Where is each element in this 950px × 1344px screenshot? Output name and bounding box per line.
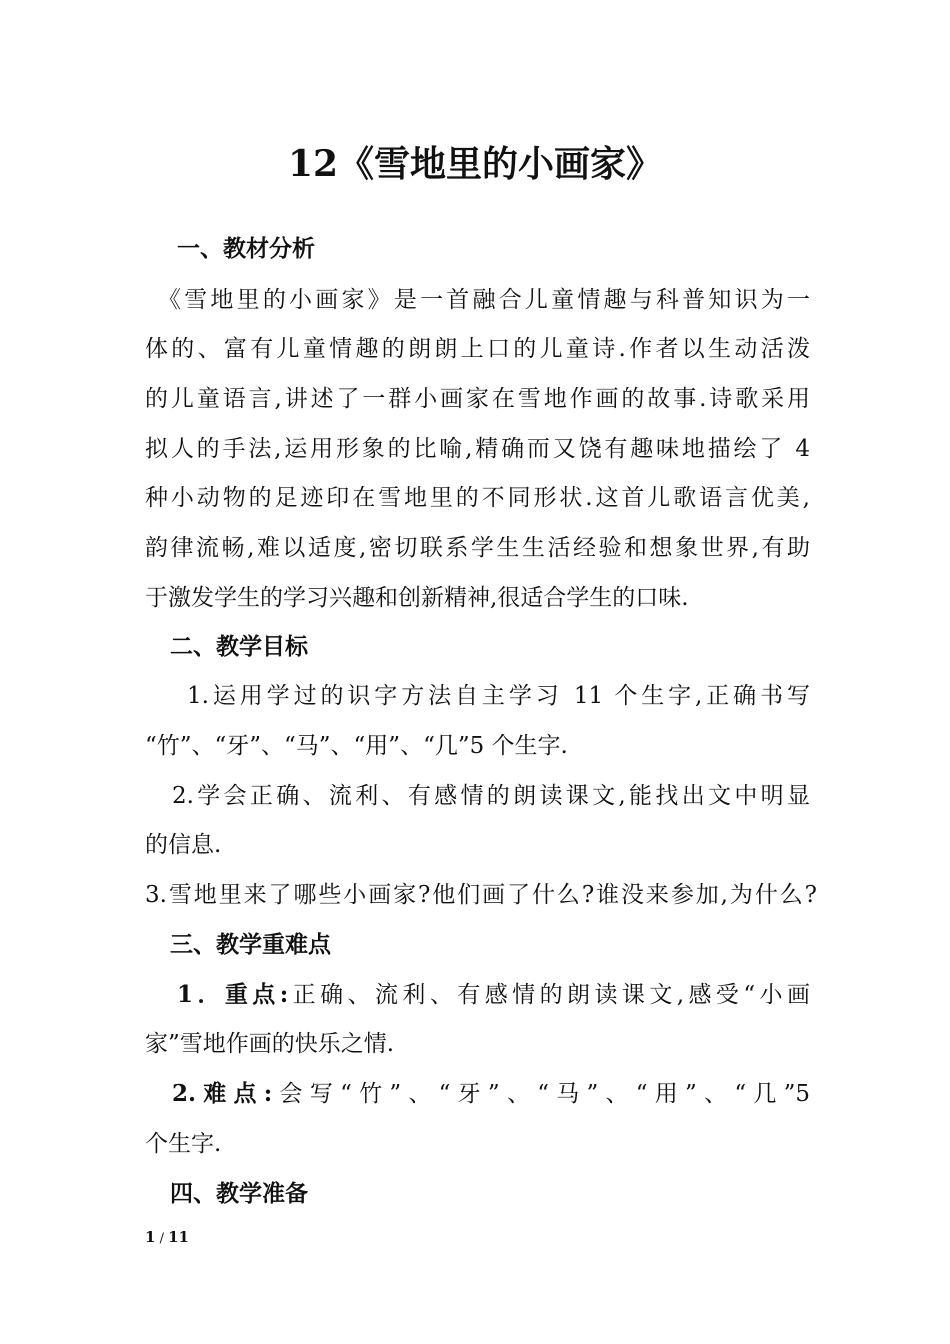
- page-separator: /: [155, 1231, 169, 1246]
- key-point-text: 正确、流利、有感情的朗读课文,感受“小画: [288, 982, 810, 1008]
- difficulty-text: 会写“竹”、“牙”、“马”、“用”、“几”5: [272, 1081, 810, 1107]
- page-total: 11: [168, 1228, 189, 1246]
- paragraph-line: 体的、富有儿童情趣的朗朗上口的儿童诗.作者以生动活泼: [145, 336, 810, 362]
- page-current: 1: [145, 1228, 156, 1246]
- goal-line: “竹”、“牙”、“马”、“用”、“几”5 个生字.: [145, 733, 568, 759]
- paragraph-line: 韵律流畅,难以适度,密切联系学生生活经验和想象世界,有助: [145, 535, 810, 561]
- paragraph-line: 拟人的手法,运用形象的比喻,精确而又饶有趣味地描绘了 4: [145, 436, 810, 462]
- difficulty-label: 2.难点:: [172, 1080, 273, 1107]
- goal-line: 3.雪地里来了哪些小画家?他们画了什么?谁没来参加,为什么?: [145, 882, 817, 908]
- difficulty-line: [172, 1078, 810, 1110]
- section-heading-goals: 二、教学目标: [170, 633, 308, 660]
- paragraph-line: 种小动物的足迹印在雪地里的不同形状.这首儿歌语言优美,: [145, 485, 810, 511]
- page-number: [145, 1227, 189, 1249]
- section-heading-key-points: 三、教学重难点: [170, 931, 331, 958]
- key-point-line: 家”雪地作画的快乐之情.: [145, 1031, 395, 1057]
- section-heading-analysis: 一、教材分析: [177, 235, 315, 262]
- paragraph-line: 于激发学生的学习兴趣和创新精神,很适合学生的口味.: [145, 585, 689, 611]
- paragraph-line: 《雪地里的小画家》是一首融合儿童情趣与科普知识为一: [158, 287, 810, 313]
- goal-line: 的信息.: [145, 832, 222, 858]
- paragraph-line: 的儿童语言,讲述了一群小画家在雪地作画的故事.诗歌采用: [145, 386, 810, 412]
- key-point-line: [177, 979, 810, 1011]
- goal-line: 2.学会正确、流利、有感情的朗读课文,能找出文中明显: [172, 783, 810, 809]
- difficulty-line: 个生字.: [145, 1131, 222, 1157]
- goal-line: 1.运用学过的识字方法自主学习 11 个生字,正确书写: [187, 683, 810, 709]
- section-heading-preparation: 四、教学准备: [170, 1180, 308, 1207]
- key-point-label: 1．重点:: [177, 981, 289, 1008]
- document-title: 12《雪地里的小画家》: [287, 143, 663, 185]
